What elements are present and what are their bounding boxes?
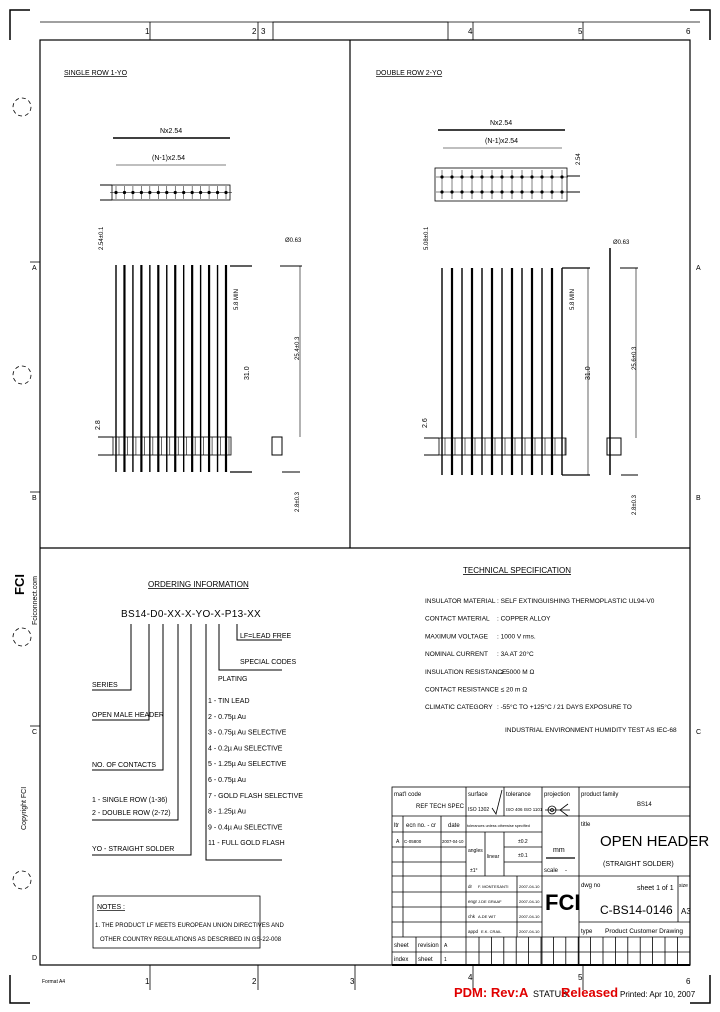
svg-text:dr: dr bbox=[468, 884, 473, 889]
svg-text:date: date bbox=[448, 823, 460, 829]
spec-value: : -55°C TO +125°C / 21 DAYS EXPOSURE TO bbox=[497, 704, 632, 712]
svg-text:STATUS: STATUS bbox=[533, 989, 568, 999]
spec-value: : COPPER ALLOY bbox=[497, 615, 551, 623]
svg-text:sheet: sheet bbox=[394, 943, 409, 949]
svg-text:2007-04-10: 2007-04-10 bbox=[519, 884, 540, 889]
svg-text:2.6: 2.6 bbox=[422, 418, 429, 428]
svg-text:(N-1)x2.54: (N-1)x2.54 bbox=[152, 155, 186, 162]
svg-text:25.6±0.3: 25.6±0.3 bbox=[632, 346, 638, 370]
svg-text:E.K. CRAIL: E.K. CRAIL bbox=[481, 929, 502, 934]
svg-text:5.08±0.1: 5.08±0.1 bbox=[424, 226, 430, 250]
side-branding bbox=[12, 574, 65, 985]
svg-text:2 - DOUBLE ROW (2-72): 2 - DOUBLE ROW (2-72) bbox=[92, 810, 171, 817]
svg-text:±1°: ±1° bbox=[470, 868, 478, 874]
printed-date: Printed: Apr 10, 2007 bbox=[620, 990, 696, 999]
svg-text:size: size bbox=[679, 883, 688, 889]
svg-text:Nx2.54: Nx2.54 bbox=[160, 128, 183, 135]
spec-key: CLIMATIC CATEGORY bbox=[425, 704, 493, 712]
single-row-drawing bbox=[64, 70, 302, 512]
svg-text:tolerance: tolerance bbox=[506, 792, 531, 798]
svg-text:31.0: 31.0 bbox=[244, 366, 251, 380]
svg-text:type: type bbox=[581, 929, 593, 935]
spec-title: TECHNICAL SPECIFICATION bbox=[463, 566, 572, 575]
drawing-title: OPEN HEADER bbox=[600, 833, 710, 850]
svg-text:2: 2 bbox=[252, 27, 257, 36]
svg-text:linear: linear bbox=[487, 854, 500, 860]
svg-text:A: A bbox=[32, 265, 37, 272]
svg-text:2007-04-10: 2007-04-10 bbox=[519, 929, 540, 934]
plating-option: 1 - TIN LEAD bbox=[208, 698, 250, 705]
svg-text:A: A bbox=[444, 943, 448, 949]
plating-option: 9 - 0.4µ Au SELECTIVE bbox=[208, 824, 283, 832]
svg-text:2: 2 bbox=[252, 977, 257, 986]
svg-text:1: 1 bbox=[145, 27, 150, 36]
svg-text:Format A4: Format A4 bbox=[42, 979, 66, 985]
status-released: Released bbox=[561, 985, 619, 1000]
spec-key: NOMINAL CURRENT bbox=[425, 651, 488, 659]
svg-text:25.4±0.3: 25.4±0.3 bbox=[295, 336, 301, 360]
title-block bbox=[392, 787, 690, 965]
svg-text:Fciconnect.com: Fciconnect.com bbox=[32, 575, 39, 625]
svg-text:B: B bbox=[696, 495, 701, 502]
projection-symbol-icon bbox=[545, 804, 570, 816]
svg-text:2.8±0.3: 2.8±0.3 bbox=[632, 495, 638, 515]
svg-text:engr: engr bbox=[468, 899, 478, 904]
svg-text:J.DE GRAAF: J.DE GRAAF bbox=[478, 899, 502, 904]
svg-text:Ø0.63: Ø0.63 bbox=[613, 240, 630, 246]
svg-text:ISO 406 ISO 1101: ISO 406 ISO 1101 bbox=[506, 807, 543, 812]
svg-text:A3: A3 bbox=[681, 907, 691, 916]
plating-option: 7 - GOLD FLASH SELECTIVE bbox=[208, 792, 303, 800]
svg-text:A.DE WIT: A.DE WIT bbox=[478, 914, 496, 919]
svg-text:31.0: 31.0 bbox=[585, 366, 592, 380]
svg-text:3: 3 bbox=[261, 27, 266, 36]
svg-text:Nx2.54: Nx2.54 bbox=[490, 120, 513, 127]
svg-text:Copyright FCI: Copyright FCI bbox=[21, 786, 28, 830]
part-number: BS14-D0-XX-X-YO-X-P13-XX bbox=[121, 609, 262, 620]
svg-text:dwg no: dwg no bbox=[581, 883, 601, 889]
svg-text:B: B bbox=[32, 495, 37, 502]
svg-text:angles: angles bbox=[468, 848, 483, 854]
svg-text:5.8 MIN: 5.8 MIN bbox=[570, 288, 576, 310]
svg-text:5: 5 bbox=[578, 973, 583, 982]
svg-text:2.54±0.1: 2.54±0.1 bbox=[99, 226, 105, 250]
svg-text:mm: mm bbox=[553, 847, 565, 854]
technical-specification bbox=[425, 566, 677, 734]
svg-text:F. MONTESANTI: F. MONTESANTI bbox=[478, 884, 509, 889]
svg-text:Product Customer Drawing: Product Customer Drawing bbox=[605, 928, 684, 935]
svg-text:INDUSTRIAL ENVIRONMENT HUMIDIT: INDUSTRIAL ENVIRONMENT HUMIDITY TEST AS IEC-68 bbox=[505, 727, 677, 734]
svg-text:6: 6 bbox=[686, 977, 691, 986]
svg-text:2007-04-10: 2007-04-10 bbox=[519, 899, 540, 904]
double-row-drawing bbox=[376, 70, 638, 515]
svg-text:sheet: sheet bbox=[418, 957, 433, 963]
svg-text:FCI: FCI bbox=[12, 574, 27, 595]
svg-text:tolerances unless otherwise sp: tolerances unless otherwise specified bbox=[467, 824, 530, 828]
single-row-title: SINGLE ROW 1-YO bbox=[64, 70, 128, 77]
drawing-number: C-BS14-0146 bbox=[600, 903, 673, 917]
svg-text:ecn no. - cr: ecn no. - cr bbox=[406, 823, 437, 829]
svg-text:ltr: ltr bbox=[394, 823, 399, 829]
column-labels-top bbox=[145, 27, 691, 36]
svg-text:6: 6 bbox=[686, 27, 691, 36]
svg-text:NOTES :: NOTES : bbox=[97, 904, 126, 911]
svg-text:LF=LEAD FREE: LF=LEAD FREE bbox=[240, 633, 292, 640]
svg-text:index: index bbox=[394, 957, 409, 963]
svg-text:2007-04-10: 2007-04-10 bbox=[519, 914, 540, 919]
spec-key: CONTACT MATERIAL bbox=[425, 615, 490, 623]
svg-text:NO. OF CONTACTS: NO. OF CONTACTS bbox=[92, 762, 157, 769]
svg-text:projection: projection bbox=[544, 792, 571, 798]
plating-option: 4 - 0.2µ Au SELECTIVE bbox=[208, 745, 283, 753]
svg-text:title: title bbox=[581, 822, 591, 828]
spec-value: : ≤ 20 m Ω bbox=[497, 686, 528, 694]
footer-status bbox=[454, 985, 696, 1000]
svg-text:4: 4 bbox=[468, 27, 473, 36]
svg-text:Ø0.63: Ø0.63 bbox=[285, 238, 302, 244]
svg-text:revision: revision bbox=[418, 943, 439, 949]
notes-box bbox=[93, 896, 284, 948]
svg-text:SERIES: SERIES bbox=[92, 682, 118, 689]
spec-key: INSULATION RESISTANCE bbox=[425, 668, 507, 676]
fci-logo: FCI bbox=[545, 890, 581, 915]
svg-text:±0.1: ±0.1 bbox=[518, 853, 528, 859]
svg-text:mat'l code: mat'l code bbox=[394, 792, 422, 798]
svg-text:chk: chk bbox=[468, 914, 476, 919]
svg-text:2.8±0.3: 2.8±0.3 bbox=[295, 492, 301, 512]
ordering-information bbox=[92, 580, 303, 860]
svg-text:A: A bbox=[396, 839, 400, 845]
spec-key: INSULATOR MATERIAL bbox=[425, 598, 496, 605]
svg-text:1: 1 bbox=[444, 957, 447, 963]
plating-option: 3 - 0.75µ Au SELECTIVE bbox=[208, 729, 287, 737]
svg-text:C-05800: C-05800 bbox=[404, 839, 422, 844]
svg-text:-: - bbox=[565, 868, 567, 874]
svg-text:ISO 1302: ISO 1302 bbox=[468, 807, 490, 813]
svg-text:(N-1)x2.54: (N-1)x2.54 bbox=[485, 138, 519, 145]
svg-text:D: D bbox=[32, 955, 38, 962]
spec-value: : 3A AT 20°C bbox=[497, 651, 534, 659]
svg-text:(STRAIGHT SOLDER): (STRAIGHT SOLDER) bbox=[603, 861, 674, 868]
top-box bbox=[273, 22, 448, 40]
svg-text:1. THE PRODUCT LF MEETS EUROPE: 1. THE PRODUCT LF MEETS EUROPEAN UNION DIRECTIVES AND bbox=[95, 923, 284, 929]
svg-text:surface: surface bbox=[468, 792, 488, 798]
svg-text:YO - STRAIGHT SOLDER: YO - STRAIGHT SOLDER bbox=[92, 846, 175, 853]
spec-value: : SELF EXTINGUISHING THERMOPLASTIC UL94-V0 bbox=[497, 598, 655, 605]
plating-option: 6 - 0.75µ Au bbox=[208, 777, 246, 784]
svg-text:3: 3 bbox=[350, 977, 355, 986]
pdm-revision: PDM: Rev:A bbox=[454, 985, 529, 1000]
svg-text:2.54: 2.54 bbox=[576, 153, 582, 165]
svg-text:A: A bbox=[696, 265, 701, 272]
svg-text:OTHER COUNTRY REGULATIONS AS D: OTHER COUNTRY REGULATIONS AS DESCRIBED IN GS-22-008 bbox=[100, 937, 282, 943]
svg-text:±0.2: ±0.2 bbox=[518, 839, 528, 845]
svg-text:product family: product family bbox=[581, 792, 619, 798]
svg-text:5.8 MIN: 5.8 MIN bbox=[234, 288, 240, 310]
svg-text:BS14: BS14 bbox=[637, 802, 652, 808]
svg-text:scale: scale bbox=[544, 868, 559, 874]
plating-option: 8 - 1.25µ Au bbox=[208, 808, 246, 816]
spec-key: CONTACT RESISTANCE bbox=[425, 686, 499, 694]
svg-text:1: 1 bbox=[145, 977, 150, 986]
svg-text:2.8: 2.8 bbox=[95, 420, 102, 430]
plating-option: 5 - 1.25µ Au SELECTIVE bbox=[208, 761, 287, 769]
svg-text:2007-04-10: 2007-04-10 bbox=[442, 839, 464, 844]
punch-holes bbox=[13, 98, 31, 889]
svg-text:C: C bbox=[696, 729, 702, 736]
svg-text:OPEN MALE HEADER: OPEN MALE HEADER bbox=[92, 712, 164, 719]
plating-option: 2 - 0.75µ Au bbox=[208, 713, 246, 721]
svg-text:sheet 1 of 1: sheet 1 of 1 bbox=[637, 885, 674, 892]
svg-text:4: 4 bbox=[468, 973, 473, 982]
frame-corners bbox=[10, 10, 710, 1003]
svg-text:1 - SINGLE ROW (1-36): 1 - SINGLE ROW (1-36) bbox=[92, 797, 168, 804]
svg-text:SPECIAL CODES: SPECIAL CODES bbox=[240, 659, 297, 666]
spec-key: MAXIMUM VOLTAGE bbox=[425, 633, 488, 641]
ordering-title: ORDERING INFORMATION bbox=[148, 580, 249, 589]
plating-option: 11 - FULL GOLD FLASH bbox=[208, 840, 285, 848]
drawing-frame bbox=[40, 40, 690, 965]
svg-text:5: 5 bbox=[578, 27, 583, 36]
double-row-title: DOUBLE ROW 2-YO bbox=[376, 70, 443, 77]
svg-text:REF TECH SPEC: REF TECH SPEC bbox=[416, 804, 464, 810]
spec-value: : 1000 V rms. bbox=[497, 633, 536, 641]
svg-text:C: C bbox=[32, 729, 38, 736]
top-grid-ticks bbox=[30, 22, 583, 990]
spec-value: : ≥ 5000 M Ω bbox=[497, 668, 535, 676]
svg-text:appd: appd bbox=[468, 929, 479, 934]
svg-text:PLATING: PLATING bbox=[218, 676, 248, 683]
